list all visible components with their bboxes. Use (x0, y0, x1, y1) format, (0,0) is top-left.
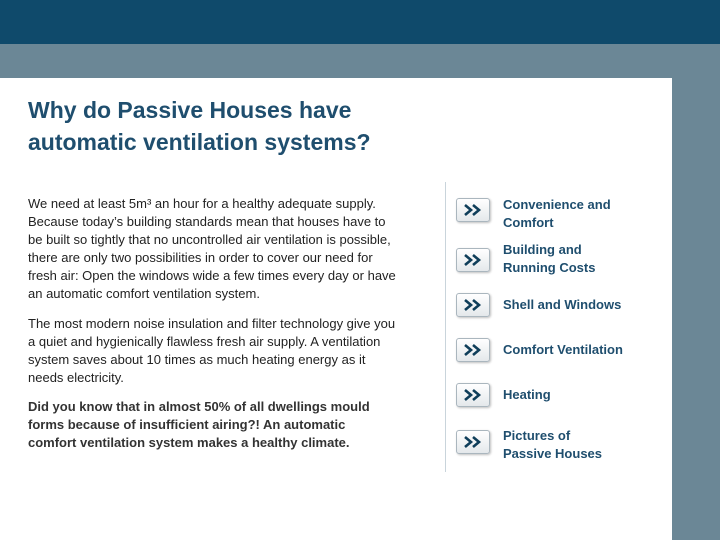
double-chevron-right-icon (463, 343, 483, 357)
double-chevron-right-icon (463, 203, 483, 217)
nav-button[interactable] (456, 338, 490, 362)
header-band (0, 44, 720, 78)
nav-label-line: Pictures of (503, 428, 571, 443)
nav-label[interactable] (503, 241, 663, 277)
nav-item-shell-windows[interactable] (456, 290, 661, 330)
nav-item-comfort-ventilation[interactable] (456, 335, 661, 375)
nav-label-line: Comfort (503, 215, 554, 230)
nav-button[interactable] (456, 383, 490, 407)
double-chevron-right-icon (463, 298, 483, 312)
paragraph-did-you-know (28, 398, 432, 452)
nav-label-line: Running Costs (503, 260, 596, 275)
nav-button[interactable] (456, 430, 490, 454)
nav-label-line: Comfort Ventilation (503, 342, 623, 357)
text-line: there are only two possibilities in order to cover our need for (28, 250, 373, 265)
page-title (28, 94, 468, 158)
text-line: a quiet and hygienically flawless fresh air supply. A ventilation (28, 334, 381, 349)
nav-label[interactable] (503, 386, 663, 404)
title-line: Why do Passive Houses have (28, 97, 352, 123)
nav-label[interactable] (503, 296, 663, 314)
text-line: forms because of insufficient airing?! An automatic (28, 417, 346, 432)
nav-button[interactable] (456, 248, 490, 272)
nav-label-line: Building and (503, 242, 582, 257)
text-line: needs electricity. (28, 370, 124, 385)
text-line: The most modern noise insulation and filter technology give you (28, 316, 396, 331)
nav-label[interactable] (503, 196, 663, 232)
top-bar (0, 0, 720, 44)
text-line: Because today’s building standards mean that houses have to (28, 214, 386, 229)
nav-button[interactable] (456, 198, 490, 222)
text-line: an automatic comfort ventilation system. (28, 286, 260, 301)
nav-label[interactable] (503, 341, 663, 359)
nav-button[interactable] (456, 293, 490, 317)
nav-label[interactable] (503, 427, 663, 463)
text-line: comfort ventilation system makes a healthy climate. (28, 435, 350, 450)
nav-item-heating[interactable] (456, 380, 661, 420)
title-line: automatic ventilation systems? (28, 129, 371, 155)
nav-label-line: Shell and Windows (503, 297, 622, 312)
double-chevron-right-icon (463, 435, 483, 449)
text-line: be built so tightly that no uncontrolled air ventilation is possible, (28, 232, 391, 247)
text-line: fresh air: Open the windows wide a few times every day or have (28, 268, 396, 283)
text-line: Did you know that in almost 50% of all dwellings mould (28, 399, 370, 414)
nav-label-line: Convenience and (503, 197, 611, 212)
nav-item-pictures[interactable] (456, 427, 661, 467)
nav-item-building-costs[interactable] (456, 241, 661, 281)
right-frame-bar (672, 44, 720, 540)
paragraph-fresh-air-need (28, 195, 432, 303)
nav-label-line: Passive Houses (503, 446, 603, 461)
double-chevron-right-icon (463, 388, 483, 402)
nav-item-convenience-comfort[interactable] (456, 196, 661, 236)
nav-label-line: Heating (503, 387, 551, 402)
column-divider (445, 182, 446, 472)
text-line: system saves about 10 times as much heating energy as it (28, 352, 366, 367)
paragraph-technology (28, 315, 432, 387)
text-line: We need at least 5m³ an hour for a healthy adequate supply. (28, 196, 376, 211)
double-chevron-right-icon (463, 253, 483, 267)
